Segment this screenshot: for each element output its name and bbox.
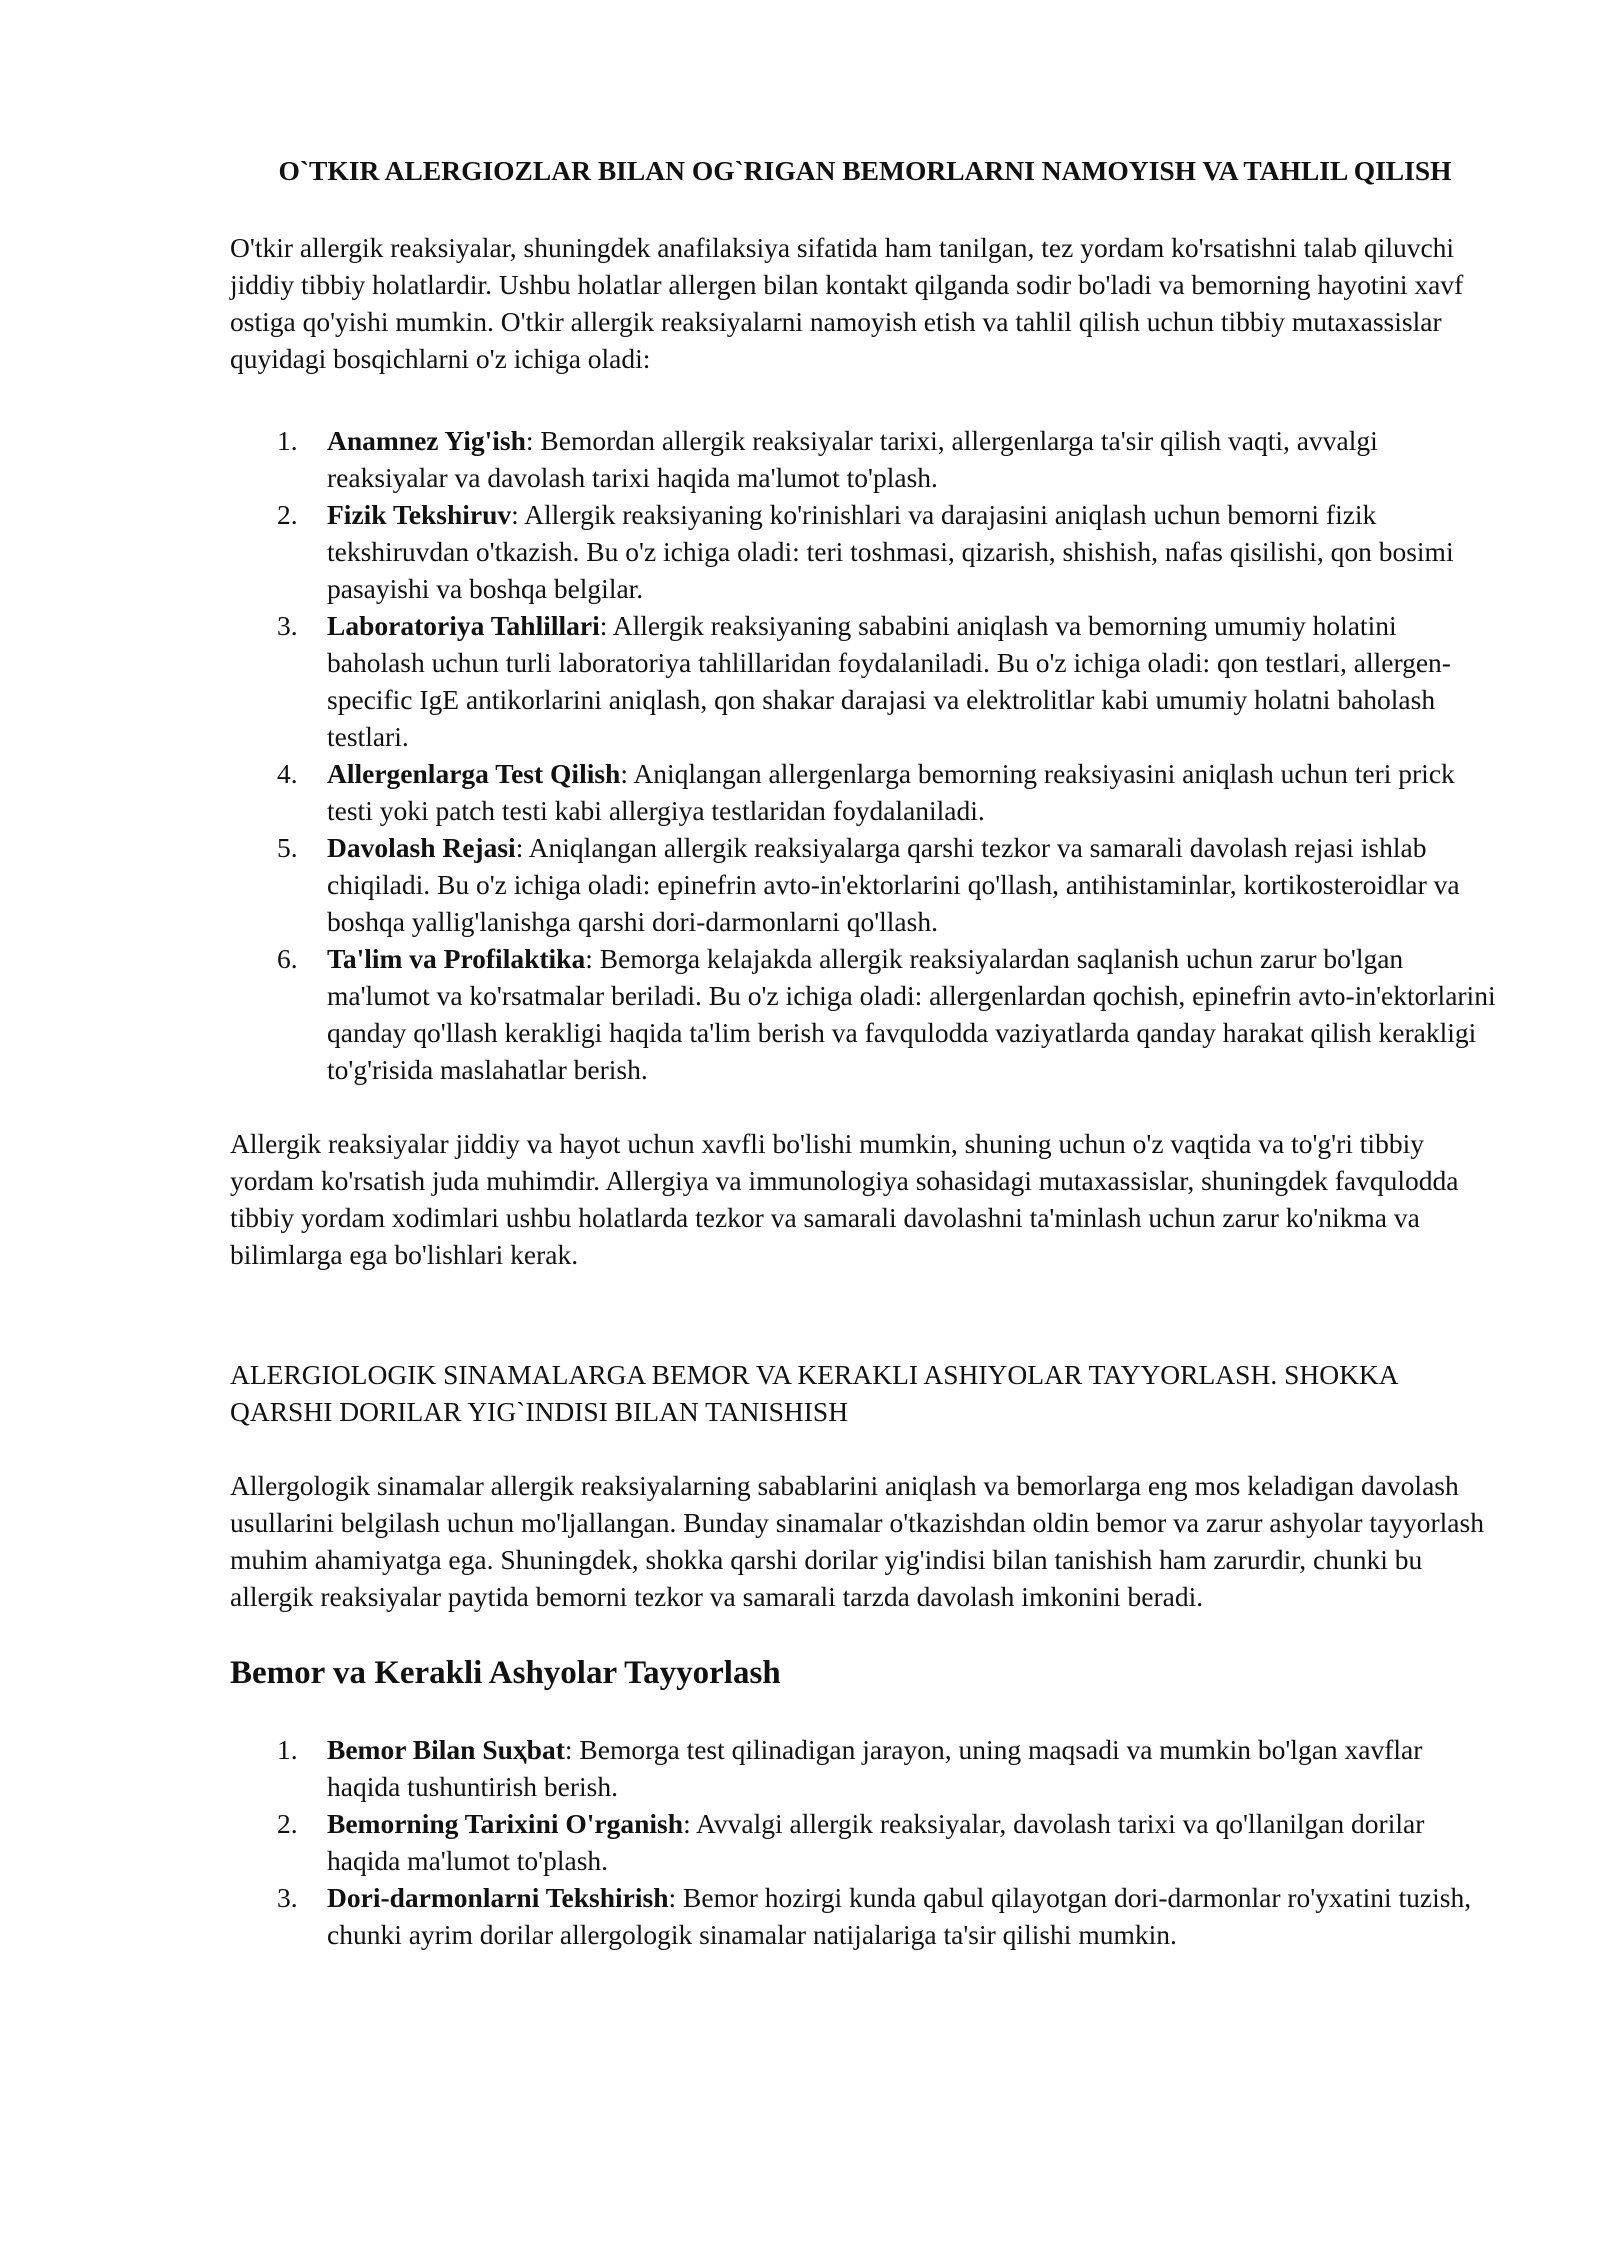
list-item bbox=[230, 422, 1500, 496]
list-item bbox=[230, 1731, 1500, 1805]
list-term: Fizik Tekshiruv bbox=[327, 499, 512, 530]
list-text: : Aniqlangan allergenlarga bemorning reaksiyasini aniqlash uchun teri prick testi yoki patch testi kabi allergiya testlaridan foydalaniladi. bbox=[327, 758, 1455, 826]
section-title: ALERGIOLOGIK SINAMALARGA BEMOR VA KERAKLI ASHIYOLAR TAYYORLASH. SHOKKA QARSHI DORILAR YIG`INDISI BILAN TANISHISH bbox=[230, 1359, 1398, 1427]
list-term: Anamnez Yig'ish bbox=[327, 425, 526, 456]
list-item bbox=[230, 1879, 1500, 1953]
list-number: 3. bbox=[277, 1882, 298, 1913]
list-text: : Allergik reaksiyaning ko'rinishlari va darajasini aniqlash uchun bemorni fizik tekshiruvdan o'tkazish. Bu o'z ichiga oladi: teri toshmasi, qizarish, shishish, nafas qisilishi, qon bosimi pasayishi va boshqa belgilar. bbox=[327, 499, 1454, 604]
section-paragraph: Allergologik sinamalar allergik reaksiyalarning sabablarini aniqlash va bemorlarga eng mos keladigan davolash usullarini belgilash uchun mo'ljallangan. Bunday sinamalar o'tkazishdan oldin bemor va zarur ashyolar tayyorlash muhim ahamiyatga ega. Shuningdek, shokka qarshi dorilar yig'indisi bilan tanishish ham zarurdir, chunki bu allergik reaksiyalar paytida bemorni tezkor va samarali tarzda davolash imkonini beradi. bbox=[230, 1470, 1484, 1612]
list-text: : Bemorga kelajakda allergik reaksiyalardan saqlanish uchun zarur bo'lgan ma'lumot va ko'rsatmalar beriladi. Bu o'z ichiga oladi: allergenlardan qochish, epinefrin avto-in'ektorlarini qanday qo'llash kerakligi haqida ta'lim berish va favqulodda vaziyatlarda qanday harakat qilish kerakligi to'g'risida maslahatlar berish. bbox=[327, 943, 1496, 1085]
list-item bbox=[230, 1805, 1500, 1879]
list-term: Laboratoriya Tahlillari bbox=[327, 610, 600, 641]
list-item bbox=[230, 829, 1500, 940]
list-number: 2. bbox=[277, 499, 298, 530]
list-text: : Bemor hozirgi kunda qabul qilayotgan dori-darmonlar ro'yxatini tuzish, chunki ayrim dorilar allergologik sinamalar natijalariga ta'sir qilishi mumkin. bbox=[327, 1882, 1472, 1950]
list-item bbox=[230, 755, 1500, 829]
intro-paragraph: O'tkir allergik reaksiyalar, shuningdek anafilaksiya sifatida ham tanilgan, tez yordam ko'rsatishni talab qiluvchi jiddiy tibbiy holatlardir. Ushbu holatlar allergen bilan kontakt qilganda sodir bo'ladi va bemorning hayotini xavf ostiga qo'yishi mumkin. O'tkir allergik reaksiyalarni namoyish etish va tahlil qilish uchun tibbiy mutaxassislar quyidagi bosqichlarni o'z ichiga oladi: bbox=[230, 232, 1464, 374]
list-number: 1. bbox=[277, 1734, 298, 1765]
steps-list bbox=[230, 422, 1500, 1088]
document-page bbox=[230, 0, 1500, 1953]
list-number: 4. bbox=[277, 758, 298, 789]
list-term: Davolash Rejasi bbox=[327, 832, 516, 863]
list-text: : Aniqlangan allergik reaksiyalarga qarshi tezkor va samarali davolash rejasi ishlab chiqiladi. Bu o'z ichiga oladi: epinefrin avto-in'ektorlarini qo'llash, antihistaminlar, kortikosteroidlar va boshqa yallig'lanishga qarshi dori-darmonlarni qo'llash. bbox=[327, 832, 1460, 937]
list-number: 3. bbox=[277, 610, 298, 641]
closing-paragraph: Allergik reaksiyalar jiddiy va hayot uchun xavfli bo'lishi mumkin, shuning uchun o'z vaqtida va to'g'ri tibbiy yordam ko'rsatish juda muhimdir. Allergiya va immunologiya sohasidagi mutaxassislar, shuningdek favqulodda tibbiy yordam xodimlari ushbu holatlarda tezkor va samarali davolashni ta'minlash uchun zarur ko'nikma va bilimlarga ega bo'lishlari kerak. bbox=[230, 1128, 1459, 1270]
list-term: Dori-darmonlarni Tekshirish bbox=[327, 1882, 669, 1913]
list-text: : Avvalgi allergik reaksiyalar, davolash tarixi va qo'llanilgan dorilar haqida ma'lumot to'plash. bbox=[327, 1808, 1425, 1876]
page-title: O`TKIR ALERGIOZLAR BILAN OG`RIGAN BEMORLARNI NAMOYISH VA TAHLIL QILISH bbox=[278, 155, 1452, 186]
list-number: 6. bbox=[277, 943, 298, 974]
list-term: Bemorning Tarixini O'rganish bbox=[327, 1808, 684, 1839]
list-number: 2. bbox=[277, 1808, 298, 1839]
list-text: : Bemordan allergik reaksiyalar tarixi, allergenlarga ta'sir qilish vaqti, avvalgi reaksiyalar va davolash tarixi haqida ma'lumot to'plash. bbox=[327, 425, 1378, 493]
list-item bbox=[230, 940, 1500, 1088]
list-item bbox=[230, 607, 1500, 755]
subheading: Bemor va Kerakli Ashyolar Tayyorlash bbox=[230, 1655, 781, 1691]
list-text: : Bemorga test qilinadigan jarayon, uning maqsadi va mumkin bo'lgan xavflar haqida tushuntirish berish. bbox=[327, 1734, 1423, 1802]
prep-steps-list bbox=[230, 1731, 1500, 1953]
list-number: 5. bbox=[277, 832, 298, 863]
list-term: Bemor Bilan Suҳbat bbox=[327, 1734, 565, 1765]
list-text: : Allergik reaksiyaning sababini aniqlash va bemorning umumiy holatini baholash uchun turli laboratoriya tahlillaridan foydalaniladi. Bu o'z ichiga oladi: qon testlari, allergen-specific IgE antikorlarini aniqlash, qon shakar darajasi va elektrolitlar kabi umumiy holatni baholash testlari. bbox=[327, 610, 1451, 752]
list-term: Ta'lim va Profilaktika bbox=[327, 943, 586, 974]
list-term: Allergenlarga Test Qilish bbox=[327, 758, 621, 789]
list-item bbox=[230, 496, 1500, 607]
list-number: 1. bbox=[277, 425, 298, 456]
